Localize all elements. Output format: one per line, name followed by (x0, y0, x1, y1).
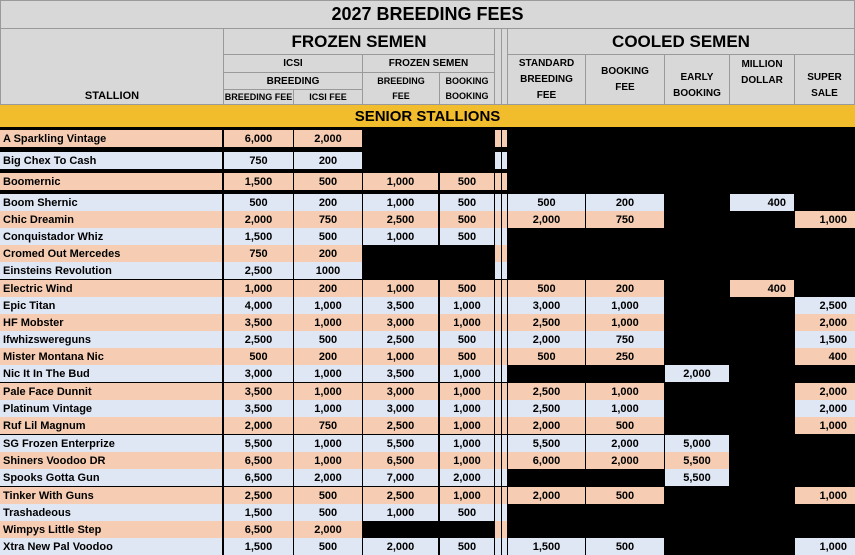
fee-cell-icsi-fee: 500 (294, 228, 362, 245)
fee-cell-icsi-fee: 2,000 (294, 130, 362, 147)
frozen-semen-group-header: FROZEN SEMEN (223, 28, 495, 55)
fee-cell-super-sale: 2,500 (795, 297, 855, 314)
fee-cell-breeding-fee: 6,500 (224, 521, 293, 538)
super-sale-header (794, 54, 855, 105)
fee-cell-icsi-fee: 1,000 (294, 314, 362, 331)
fee-cell-frozen-breeding-fee: 2,500 (363, 487, 438, 504)
fee-cell-standard-breeding-fee: 2,500 (508, 383, 585, 400)
booking-fee-header (585, 54, 665, 105)
fee-cell-breeding-fee: 500 (224, 348, 293, 365)
icsi-header: ICSI (223, 54, 363, 73)
fee-cell-icsi-fee: 1,000 (294, 400, 362, 417)
cooled-semen-group-header: COOLED SEMEN (507, 28, 855, 55)
fee-cell-icsi-fee: 500 (294, 173, 362, 190)
stallion-name: Spooks Gotta Gun (0, 469, 222, 486)
fee-cell-icsi-fee: 2,000 (294, 469, 362, 486)
fee-cell-frozen-breeding-fee: 6,500 (363, 452, 438, 469)
fee-cell-booking-fee: 500 (586, 417, 664, 434)
stallion-name: Boom Shernic (0, 194, 222, 211)
fee-cell-frozen-booking: 1,000 (440, 400, 494, 417)
separator-cell (502, 130, 507, 147)
million-label: MILLION (741, 59, 783, 70)
stallion-header-label: STALLION (84, 90, 140, 102)
fee-cell-frozen-booking: 500 (440, 173, 494, 190)
fee-cell-breeding-fee: 6,000 (224, 130, 293, 147)
fee-cell-super-sale: 2,000 (795, 400, 855, 417)
fee-cell-breeding-fee: 750 (224, 152, 293, 169)
fee-cell-booking-fee: 750 (586, 331, 664, 348)
fee-cell-frozen-breeding-fee: 1,000 (363, 194, 438, 211)
fee-cell-frozen-breeding-fee: 1,000 (363, 504, 438, 521)
fee-cell-booking-fee: 200 (586, 194, 664, 211)
fee-cell-icsi-fee: 200 (294, 348, 362, 365)
separator-cell (502, 331, 507, 348)
fee-cell-standard-breeding-fee: 2,000 (508, 331, 585, 348)
stallion-name: Shiners Voodoo DR (0, 452, 222, 469)
fee-cell-breeding-fee: 500 (224, 194, 293, 211)
fee-cell-standard-breeding-fee: 500 (508, 194, 585, 211)
fee-cell-breeding-fee: 1,000 (224, 280, 293, 297)
fee-cell-frozen-booking: 500 (440, 348, 494, 365)
separator-cell (502, 245, 507, 262)
fee-cell-icsi-fee: 750 (294, 417, 362, 434)
fee-cell-early-booking: 5,000 (665, 435, 729, 452)
separator-cell (502, 521, 507, 538)
fee-cell-standard-breeding-fee: 2,000 (508, 417, 585, 434)
separator-cell (495, 521, 501, 538)
fee-cell-breeding-fee: 1,500 (224, 173, 293, 190)
separator-cell (502, 487, 507, 504)
fee-cell-breeding-fee: 5,500 (224, 435, 293, 452)
fee-cell-booking-fee: 1,000 (586, 314, 664, 331)
fee-cell-breeding-fee: 4,000 (224, 297, 293, 314)
separator-cell (495, 228, 501, 245)
fee-cell-frozen-booking: 500 (440, 280, 494, 297)
separator-cell (502, 211, 507, 228)
fee-cell-booking-fee: 500 (586, 487, 664, 504)
stallion-name: Conquistador Whiz (0, 228, 222, 245)
separator-cell (495, 280, 501, 297)
fee-cell-booking-fee: 2,000 (586, 435, 664, 452)
fee-cell-icsi-fee: 200 (294, 194, 362, 211)
fee-cell-frozen-booking: 2,000 (440, 469, 494, 486)
fee-cell-breeding-fee: 750 (224, 245, 293, 262)
fee-cell-frozen-booking: 1,000 (440, 314, 494, 331)
separator-cell (495, 211, 501, 228)
fee-cell-booking-fee: 1,000 (586, 400, 664, 417)
fee-cell-frozen-booking: 500 (440, 211, 494, 228)
standard-breeding-label: BREEDING (520, 73, 573, 85)
separator-cell (502, 297, 507, 314)
separator-cell (502, 452, 507, 469)
separator-cell (502, 417, 507, 434)
fee-cell-standard-breeding-fee: 500 (508, 280, 585, 297)
fee-cell-icsi-fee: 1,000 (294, 383, 362, 400)
fee-cell-booking-fee: 1,000 (586, 383, 664, 400)
separator-cell (495, 194, 501, 211)
stallion-name: Boomernic (0, 173, 222, 190)
fee-cell-frozen-booking: 1,000 (440, 435, 494, 452)
fee-cell-icsi-fee: 500 (294, 487, 362, 504)
fee-cell-icsi-fee: 750 (294, 211, 362, 228)
separator-cell (502, 504, 507, 521)
separator-cell (495, 245, 501, 262)
million-dollar-header (729, 54, 795, 105)
fee-cell-frozen-breeding-fee: 3,000 (363, 400, 438, 417)
fee-cell-frozen-breeding-fee: 3,000 (363, 314, 438, 331)
fee-cell-super-sale: 1,000 (795, 538, 855, 555)
fee-cell-frozen-breeding-fee: 2,500 (363, 331, 438, 348)
stallion-name: Xtra New Pal Voodoo (0, 538, 222, 555)
fee-cell-icsi-fee: 2,000 (294, 521, 362, 538)
stallion-name: Wimpys Little Step (0, 521, 222, 538)
separator-cell (502, 435, 507, 452)
stallion-name: SG Frozen Enterprize (0, 435, 222, 452)
separator-cell (502, 348, 507, 365)
fee-cell-frozen-booking: 500 (440, 331, 494, 348)
separator-cell (495, 469, 501, 486)
frozen-booking-label: BOOKING (445, 75, 489, 86)
separator-cell (495, 435, 501, 452)
fee-cell-frozen-booking: 500 (440, 538, 494, 555)
stallion-name: Chic Dreamin (0, 211, 222, 228)
fee-cell-frozen-booking: 1,000 (440, 365, 494, 382)
separator-cell (495, 314, 501, 331)
separator-cell (502, 228, 507, 245)
fee-cell-super-sale: 2,000 (795, 383, 855, 400)
stallion-name: Epic Titan (0, 297, 222, 314)
stallion-name: Trashadeous (0, 504, 222, 521)
fee-cell-frozen-booking: 1,000 (440, 452, 494, 469)
fee-cell-frozen-breeding-fee: 3,000 (363, 383, 438, 400)
separator-cell (502, 152, 507, 169)
separator-cell (495, 130, 501, 147)
stallion-name: A Sparkling Vintage (0, 130, 222, 147)
stallion-name: HF Mobster (0, 314, 222, 331)
fee-cell-breeding-fee: 1,500 (224, 538, 293, 555)
fee-cell-frozen-breeding-fee: 5,500 (363, 435, 438, 452)
fee-cell-standard-breeding-fee: 1,500 (508, 538, 585, 555)
fee-cell-million-dollar: 400 (730, 194, 794, 211)
separator-cell (495, 417, 501, 434)
fee-cell-frozen-breeding-fee: 1,000 (363, 173, 438, 190)
fee-cell-frozen-breeding-fee: 1,000 (363, 228, 438, 245)
fee-cell-booking-fee: 200 (586, 280, 664, 297)
fee-cell-frozen-breeding-fee: 3,500 (363, 297, 438, 314)
separator-cell (495, 400, 501, 417)
fee-cell-super-sale: 400 (795, 348, 855, 365)
fee-cell-breeding-fee: 1,500 (224, 504, 293, 521)
fee-cell-million-dollar: 400 (730, 280, 794, 297)
fee-cell-breeding-fee: 3,500 (224, 400, 293, 417)
icsi-fee-header: ICSI FEE (293, 89, 363, 105)
stallion-name: Ifwhizswereguns (0, 331, 222, 348)
fee-cell-frozen-booking: 500 (440, 194, 494, 211)
fee-cell-standard-breeding-fee: 2,500 (508, 314, 585, 331)
frozen-booking-label-2: BOOKING (445, 90, 489, 101)
separator-cell (495, 331, 501, 348)
fee-cell-frozen-booking: 500 (440, 228, 494, 245)
fee-cell-breeding-fee: 3,000 (224, 365, 293, 382)
dollar-label: DOLLAR (741, 75, 783, 86)
separator-cell (502, 194, 507, 211)
fee-cell-booking-fee: 750 (586, 211, 664, 228)
stallion-column-header (0, 28, 224, 105)
fee-cell-standard-breeding-fee: 5,500 (508, 435, 585, 452)
stallion-name: Platinum Vintage (0, 400, 222, 417)
breeding-fee-header: BREEDING FEE (223, 89, 294, 105)
section-title: SENIOR STALLIONS (354, 107, 501, 125)
frozen-semen-sub-header: FROZEN SEMEN (362, 54, 495, 73)
fee-cell-breeding-fee: 2,000 (224, 211, 293, 228)
fee-cell-frozen-breeding-fee: 3,500 (363, 365, 438, 382)
sheet-title: 2027 BREEDING FEES (0, 0, 855, 29)
stallion-name: Big Chex To Cash (0, 152, 222, 169)
fee-cell-icsi-fee: 1000 (294, 262, 362, 279)
fee-cell-breeding-fee: 6,500 (224, 469, 293, 486)
fee-cell-breeding-fee: 6,500 (224, 452, 293, 469)
separator-cell (495, 487, 501, 504)
fee-cell-icsi-fee: 500 (294, 504, 362, 521)
fee-cell-super-sale: 1,000 (795, 211, 855, 228)
separator-cell (502, 400, 507, 417)
early-label: EARLY (680, 72, 714, 83)
frozen-booking-header (439, 72, 495, 105)
stallion-name: Tinker With Guns (0, 487, 222, 504)
fee-cell-icsi-fee: 500 (294, 331, 362, 348)
fee-cell-frozen-booking: 1,000 (440, 487, 494, 504)
fee-cell-early-booking: 5,500 (665, 469, 729, 486)
fee-cell-breeding-fee: 1,500 (224, 228, 293, 245)
separator-cell (495, 504, 501, 521)
super-label: SUPER (807, 72, 842, 83)
fee-cell-icsi-fee: 1,000 (294, 435, 362, 452)
separator-cell (502, 383, 507, 400)
fee-cell-standard-breeding-fee: 2,000 (508, 211, 585, 228)
separator-cell (495, 297, 501, 314)
separator-cell (495, 152, 501, 169)
stallion-name: Einsteins Revolution (0, 262, 222, 279)
separator-cell (502, 538, 507, 555)
fee-cell-breeding-fee: 3,500 (224, 383, 293, 400)
separator-cell (502, 314, 507, 331)
fee-cell-icsi-fee: 200 (294, 280, 362, 297)
stallion-name: Ruf Lil Magnum (0, 417, 222, 434)
fee-cell-booking-fee: 2,000 (586, 452, 664, 469)
separator-cell (502, 469, 507, 486)
booking-fee-label: FEE (615, 81, 635, 93)
standard-label: STANDARD (518, 57, 575, 69)
standard-breeding-fee-header (507, 54, 586, 105)
stallion-name: Nic It In The Bud (0, 365, 222, 382)
fee-cell-breeding-fee: 2,000 (224, 417, 293, 434)
fee-cell-frozen-booking: 1,000 (440, 297, 494, 314)
fee-cell-booking-fee: 500 (586, 538, 664, 555)
fee-cell-booking-fee: 250 (586, 348, 664, 365)
fee-cell-icsi-fee: 200 (294, 245, 362, 262)
separator-cell (495, 365, 501, 382)
fee-cell-standard-breeding-fee: 2,000 (508, 487, 585, 504)
fee-cell-frozen-booking: 1,000 (440, 383, 494, 400)
stallion-name: Electric Wind (0, 280, 222, 297)
fee-cell-super-sale: 1,000 (795, 487, 855, 504)
fee-cell-frozen-booking: 500 (440, 504, 494, 521)
fee-cell-super-sale: 1,500 (795, 331, 855, 348)
booking-label: BOOKING (601, 65, 649, 77)
separator-cell (502, 365, 507, 382)
separator-cell (502, 262, 507, 279)
fee-cell-standard-breeding-fee: 3,000 (508, 297, 585, 314)
stallion-name: Cromed Out Mercedes (0, 245, 222, 262)
separator-cell (502, 280, 507, 297)
separator-cell (495, 538, 501, 555)
fee-cell-icsi-fee: 200 (294, 152, 362, 169)
frozen-breeding-label: BREEDING (377, 75, 425, 86)
fee-cell-standard-breeding-fee: 6,000 (508, 452, 585, 469)
early-booking-header (664, 54, 730, 105)
fee-cell-breeding-fee: 3,500 (224, 314, 293, 331)
separator-cell (495, 452, 501, 469)
frozen-breeding-fee-header (362, 72, 440, 105)
fee-cell-early-booking: 5,500 (665, 452, 729, 469)
fee-cell-icsi-fee: 1,000 (294, 297, 362, 314)
sale-label: SALE (811, 88, 838, 99)
standard-fee-label: FEE (536, 89, 557, 101)
fee-cell-frozen-breeding-fee: 7,000 (363, 469, 438, 486)
fee-cell-standard-breeding-fee: 500 (508, 348, 585, 365)
fee-cell-frozen-breeding-fee: 2,000 (363, 538, 438, 555)
separator-cell (495, 348, 501, 365)
fee-cell-icsi-fee: 500 (294, 538, 362, 555)
fee-cell-early-booking: 2,000 (665, 365, 729, 382)
fee-cell-frozen-booking: 1,000 (440, 417, 494, 434)
fee-cell-breeding-fee: 2,500 (224, 331, 293, 348)
separator-cell (495, 262, 501, 279)
frozen-fee-label: FEE (392, 90, 410, 101)
fee-cell-frozen-breeding-fee: 2,500 (363, 211, 438, 228)
fee-cell-frozen-breeding-fee: 2,500 (363, 417, 438, 434)
icsi-breeding-header: BREEDING (223, 72, 363, 90)
fee-cell-super-sale: 1,000 (795, 417, 855, 434)
fee-cell-booking-fee: 1,000 (586, 297, 664, 314)
separator-cell (495, 173, 501, 190)
early-booking-label: BOOKING (673, 88, 721, 99)
fee-cell-icsi-fee: 1,000 (294, 452, 362, 469)
separator-cell (502, 173, 507, 190)
fee-cell-frozen-breeding-fee: 1,000 (363, 280, 438, 297)
fee-cell-icsi-fee: 1,000 (294, 365, 362, 382)
fee-cell-breeding-fee: 2,500 (224, 262, 293, 279)
fee-cell-super-sale: 2,000 (795, 314, 855, 331)
fee-cell-frozen-breeding-fee: 1,000 (363, 348, 438, 365)
stallion-name: Mister Montana Nic (0, 348, 222, 365)
fee-cell-standard-breeding-fee: 2,500 (508, 400, 585, 417)
fee-cell-breeding-fee: 2,500 (224, 487, 293, 504)
stallion-name: Pale Face Dunnit (0, 383, 222, 400)
separator-cell (495, 383, 501, 400)
